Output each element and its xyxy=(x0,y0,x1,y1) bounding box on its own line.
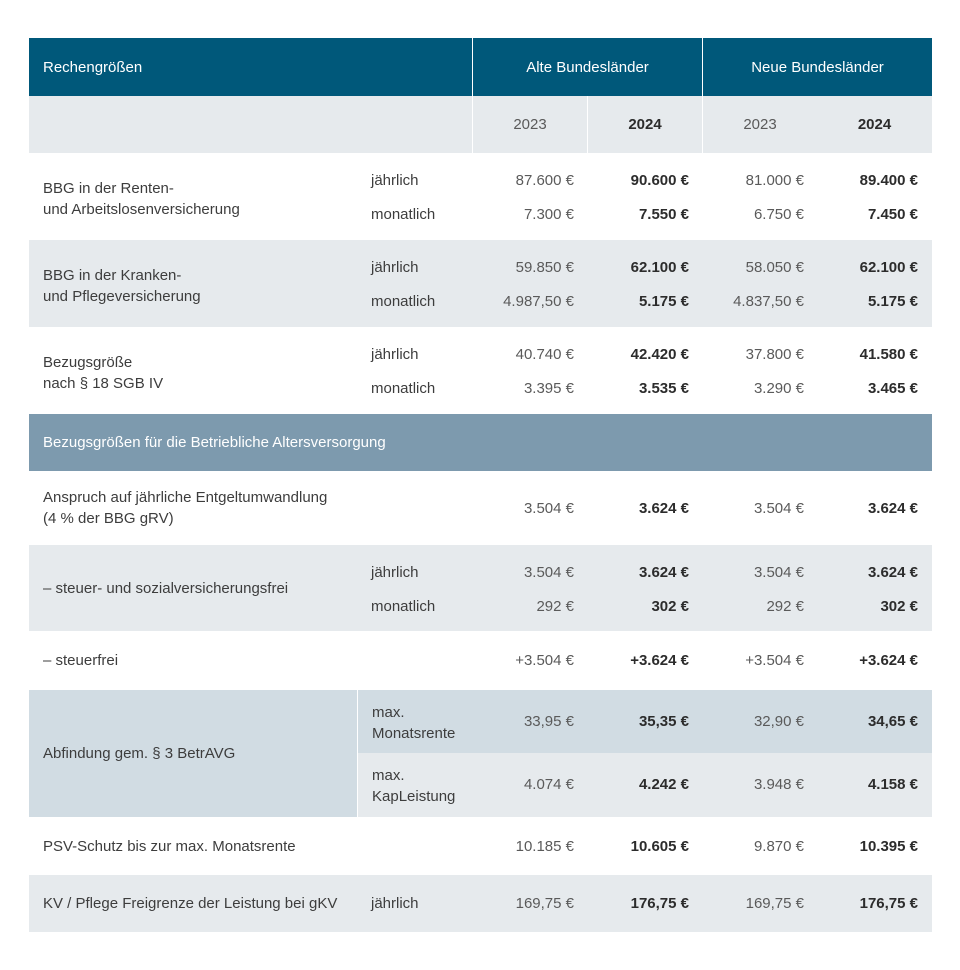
value-new-2024: 3.624 € xyxy=(867,564,918,581)
value-new-2024: 41.580 € xyxy=(859,346,918,363)
value-new-2024: 4.158 € xyxy=(867,776,918,793)
year-old-2024: 2024 xyxy=(628,116,662,133)
value-old-2023: 3.395 € xyxy=(523,380,574,397)
value-old-2024: 35,35 € xyxy=(638,713,689,730)
row-label-bbg-rv: BBG in der Renten- und Arbeitslosenversicherung xyxy=(43,179,240,218)
value-old-2024: 90.600 € xyxy=(630,172,689,189)
value-old-2024: 62.100 € xyxy=(630,259,689,276)
year-row xyxy=(29,96,932,153)
year-old-2023: 2023 xyxy=(513,116,547,133)
value-old-2024: 3.624 € xyxy=(638,564,689,581)
value-old-2024: 3.535 € xyxy=(638,380,689,397)
value-new-2023: 292 € xyxy=(766,598,804,615)
period-label: monatlich xyxy=(371,598,436,615)
value-old-2023: 169,75 € xyxy=(515,895,574,912)
value-new-2023: 3.948 € xyxy=(753,776,804,793)
value-old-2023: +3.504 € xyxy=(515,652,574,669)
value-new-2024: 5.175 € xyxy=(867,293,918,310)
row-label-abfindung: Abfindung gem. § 3 BetrAVG xyxy=(29,690,357,817)
period-label: jährlich xyxy=(371,259,419,276)
value-new-2024: 7.450 € xyxy=(867,206,918,223)
table-row xyxy=(29,817,932,875)
period-label: jährlich xyxy=(371,895,419,912)
value-new-2024: 34,65 € xyxy=(867,713,918,730)
value-old-2024: 10.605 € xyxy=(630,837,689,855)
header-neue-bundeslaender: Neue Bundesländer xyxy=(751,58,884,76)
value-old-2024: 42.420 € xyxy=(630,346,689,363)
table-row xyxy=(29,545,932,631)
year-new-2024: 2024 xyxy=(857,116,892,133)
period-label: jährlich xyxy=(371,564,419,581)
value-old-2023: 3.504 € xyxy=(523,499,574,517)
value-old-2024: 302 € xyxy=(651,598,689,615)
period-label: jährlich xyxy=(371,172,419,189)
table-row xyxy=(29,631,932,690)
value-old-2024: 7.550 € xyxy=(638,206,689,223)
value-old-2023: 40.740 € xyxy=(515,346,574,363)
period-label: monatlich xyxy=(371,380,436,397)
row-label-kv-pflege: KV / Pflege Freigrenze der Leistung bei gKV xyxy=(43,895,338,912)
period-label: monatlich xyxy=(371,293,436,310)
table-row-abfindung xyxy=(29,690,932,817)
value-old-2023: 33,95 € xyxy=(523,713,574,730)
value-old-2024: 3.624 € xyxy=(638,499,689,517)
value-new-2023: 32,90 € xyxy=(753,713,804,730)
section-header-row xyxy=(29,414,932,471)
row-label-steuerfrei: – steuerfrei xyxy=(43,652,119,669)
value-old-2023: 3.504 € xyxy=(523,564,574,581)
row-label-bezugsgroesse: Bezugsgröße nach § 18 SGB IV xyxy=(43,353,164,392)
row-label-anspruch: Anspruch auf jährliche Entgeltumwandlung (4 % der BBG gRV) xyxy=(43,489,328,527)
row-label-sv-frei: – steuer- und sozialversicherungsfrei xyxy=(43,579,289,597)
value-new-2024: 302 € xyxy=(880,598,918,615)
header-rechengroessen: Rechengrößen xyxy=(43,58,143,76)
value-old-2023: 4.987,50 € xyxy=(503,293,574,310)
year-new-2023: 2023 xyxy=(743,116,777,133)
value-old-2023: 59.850 € xyxy=(515,259,574,276)
row-label-bbg-kv: BBG in der Kranken- und Pflegeversicherung xyxy=(43,266,201,305)
abfindung-monatsrente-row xyxy=(358,690,932,753)
value-new-2024: 3.465 € xyxy=(867,380,918,397)
header-alte-bundeslaender: Alte Bundesländer xyxy=(526,58,649,76)
table-row xyxy=(29,471,932,545)
period-label: jährlich xyxy=(371,346,419,363)
value-new-2024: 176,75 € xyxy=(859,895,918,912)
value-old-2024: 176,75 € xyxy=(630,895,689,912)
value-old-2023: 292 € xyxy=(536,598,574,615)
value-new-2023: 3.504 € xyxy=(753,564,804,581)
value-new-2023: 4.837,50 € xyxy=(733,293,804,310)
value-old-2024: +3.624 € xyxy=(630,652,689,669)
value-old-2023: 10.185 € xyxy=(515,837,574,855)
value-old-2024: 5.175 € xyxy=(638,293,689,310)
value-new-2023: 6.750 € xyxy=(753,206,804,223)
rechengroessen-table xyxy=(29,38,932,932)
value-new-2024: 62.100 € xyxy=(859,259,918,276)
value-old-2024: 4.242 € xyxy=(638,776,689,793)
value-new-2024: 3.624 € xyxy=(867,499,918,517)
value-new-2023: +3.504 € xyxy=(745,652,804,669)
value-new-2023: 9.870 € xyxy=(753,837,804,855)
value-new-2023: 37.800 € xyxy=(745,346,804,363)
table-row xyxy=(29,240,932,327)
table-row xyxy=(29,153,932,240)
value-new-2024: +3.624 € xyxy=(859,652,918,669)
period-label: max. KapLeistung xyxy=(372,767,456,805)
value-old-2023: 7.300 € xyxy=(523,206,574,223)
table-row xyxy=(29,327,932,414)
value-new-2024: 89.400 € xyxy=(859,172,918,189)
value-new-2023: 169,75 € xyxy=(745,895,804,912)
period-label: max. Monatsrente xyxy=(372,704,456,742)
value-new-2023: 3.290 € xyxy=(753,380,804,397)
value-old-2023: 87.600 € xyxy=(515,172,574,189)
value-old-2023: 4.074 € xyxy=(523,776,574,793)
section-title-bav: Bezugsgrößen für die Betriebliche Altersversorgung xyxy=(43,434,386,451)
table-header-row xyxy=(29,38,932,96)
period-label: monatlich xyxy=(371,206,436,223)
abfindung-kapleistung-row xyxy=(358,753,932,817)
table-row xyxy=(29,875,932,932)
value-new-2023: 81.000 € xyxy=(745,172,804,189)
row-label-psv: PSV-Schutz bis zur max. Monatsrente xyxy=(43,837,296,855)
value-new-2023: 3.504 € xyxy=(753,499,804,517)
value-new-2023: 58.050 € xyxy=(745,259,804,276)
value-new-2024: 10.395 € xyxy=(859,837,918,855)
